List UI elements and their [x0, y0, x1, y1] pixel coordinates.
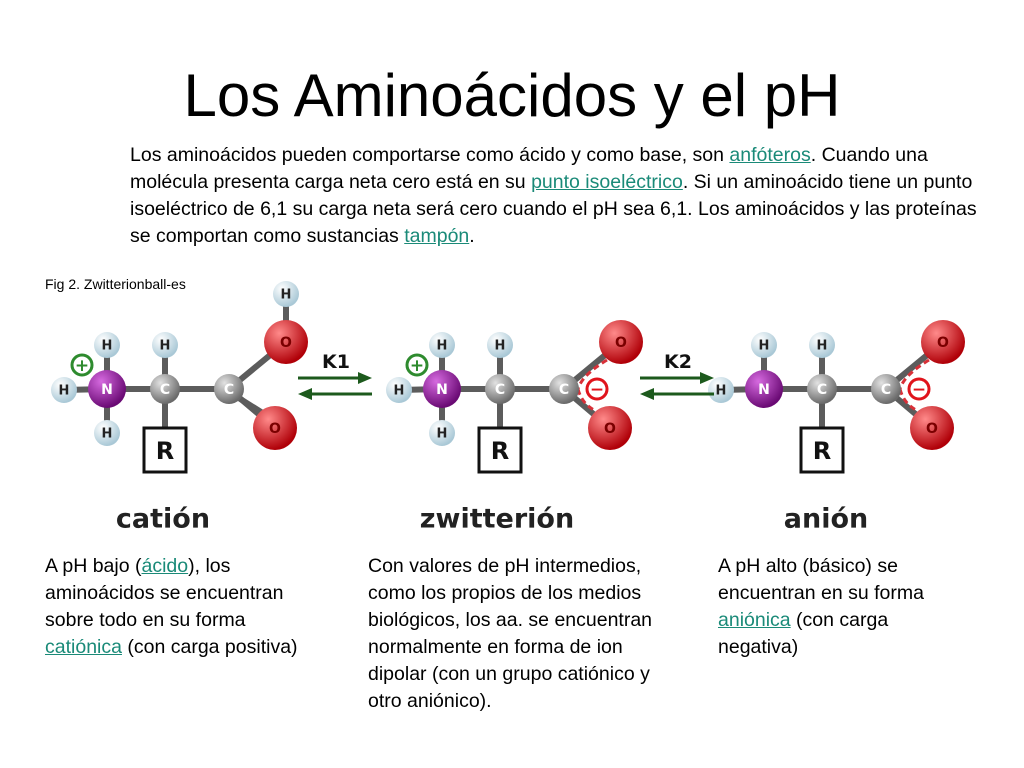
zwitterion-text: Con valores de pH intermedios, como los propios de los medios biológicos, los aa. se encuentran normalmente en forma de ion dipolar (con un grupo catiónico y otro aniónico). — [368, 555, 653, 712]
link-punto-isoelectrico[interactable]: punto isoeléctrico — [531, 171, 683, 193]
cation-text: ), los aminoácidos se encuentran sobre todo en su forma — [45, 555, 284, 631]
anion-text: A pH alto (básico) se encuentran en su forma — [718, 555, 924, 604]
nitrogen-symbol: N — [758, 382, 770, 398]
oxygen-symbol: O — [615, 335, 627, 351]
link-cationica[interactable]: catiónica — [45, 636, 122, 658]
hydrogen-symbol: H — [436, 426, 448, 442]
cation-text: (con carga positiva) — [121, 636, 298, 658]
carbon-symbol: C — [558, 382, 570, 398]
carbon-symbol: C — [816, 382, 828, 398]
intro-paragraph — [130, 142, 990, 250]
r-group-label: R — [155, 437, 175, 465]
intro-text: . — [469, 225, 475, 247]
carbon-symbol: C — [494, 382, 506, 398]
oxygen-symbol: O — [269, 421, 281, 437]
figure-caption: Fig 2. Zwitterionball-es — [45, 276, 186, 292]
k2-equilibrium-reverse-head — [640, 388, 654, 400]
hydrogen-symbol: H — [816, 338, 828, 354]
oxygen-symbol: O — [937, 335, 949, 351]
hydrogen-symbol: H — [393, 383, 405, 399]
link-tampon[interactable]: tampón — [404, 225, 470, 247]
r-group-label: R — [490, 437, 510, 465]
hydrogen-symbol: H — [494, 338, 506, 354]
nitrogen-symbol: N — [101, 382, 113, 398]
oxygen-symbol: O — [280, 335, 292, 351]
link-acido[interactable]: ácido — [141, 555, 189, 577]
intro-text: . Si un aminoácido tiene un punto isoeléctrico de 6,1 su carga neta será cero cuando el pH sea 6,1. Los aminoácidos y las proteínas se comportan como sustancias — [130, 171, 977, 247]
zwitterion-label: zwitterión — [419, 503, 575, 535]
cation-description — [45, 553, 325, 661]
cation-label: catión — [115, 503, 211, 535]
carbon-symbol: C — [880, 382, 892, 398]
hydrogen-symbol: H — [101, 338, 113, 354]
intro-text: . Cuando una molécula presenta carga neta cero está en su — [130, 144, 928, 193]
oxygen-symbol: O — [604, 421, 616, 437]
negative-charge-sign: − — [589, 380, 605, 400]
link-anionica[interactable]: aniónica — [718, 609, 791, 631]
hydrogen-symbol: H — [715, 383, 727, 399]
intro-text: Los aminoácidos pueden comportarse como ácido y como base, son — [130, 144, 730, 166]
hydrogen-symbol: H — [280, 287, 292, 303]
zwitterion-description — [368, 553, 678, 715]
k2-equilibrium-label: K2 — [664, 351, 692, 373]
hydrogen-symbol: H — [101, 426, 113, 442]
carbon-symbol: C — [159, 382, 171, 398]
positive-charge-sign: + — [74, 356, 90, 376]
anion-text: (con carga negativa) — [718, 609, 889, 658]
link-anfoteros[interactable]: anfóteros — [729, 144, 811, 166]
hydrogen-symbol: H — [758, 338, 770, 354]
hydrogen-symbol: H — [58, 383, 70, 399]
anion-description — [718, 553, 958, 661]
k1-equilibrium-label: K1 — [322, 351, 350, 373]
positive-charge-sign: + — [409, 356, 425, 376]
page-title: Los Aminoácidos y el pH — [183, 62, 841, 129]
hydrogen-symbol: H — [436, 338, 448, 354]
hydrogen-symbol: H — [159, 338, 171, 354]
cation-text: A pH bajo ( — [45, 555, 142, 577]
r-group-label: R — [812, 437, 832, 465]
zwitterion-figure — [0, 270, 1024, 540]
negative-charge-sign: − — [911, 380, 927, 400]
anion-label: anión — [783, 503, 869, 535]
k1-equilibrium-reverse-head — [298, 388, 312, 400]
oxygen-symbol: O — [926, 421, 938, 437]
nitrogen-symbol: N — [436, 382, 448, 398]
carbon-symbol: C — [223, 382, 235, 398]
k1-equilibrium-forward-head — [358, 372, 372, 384]
